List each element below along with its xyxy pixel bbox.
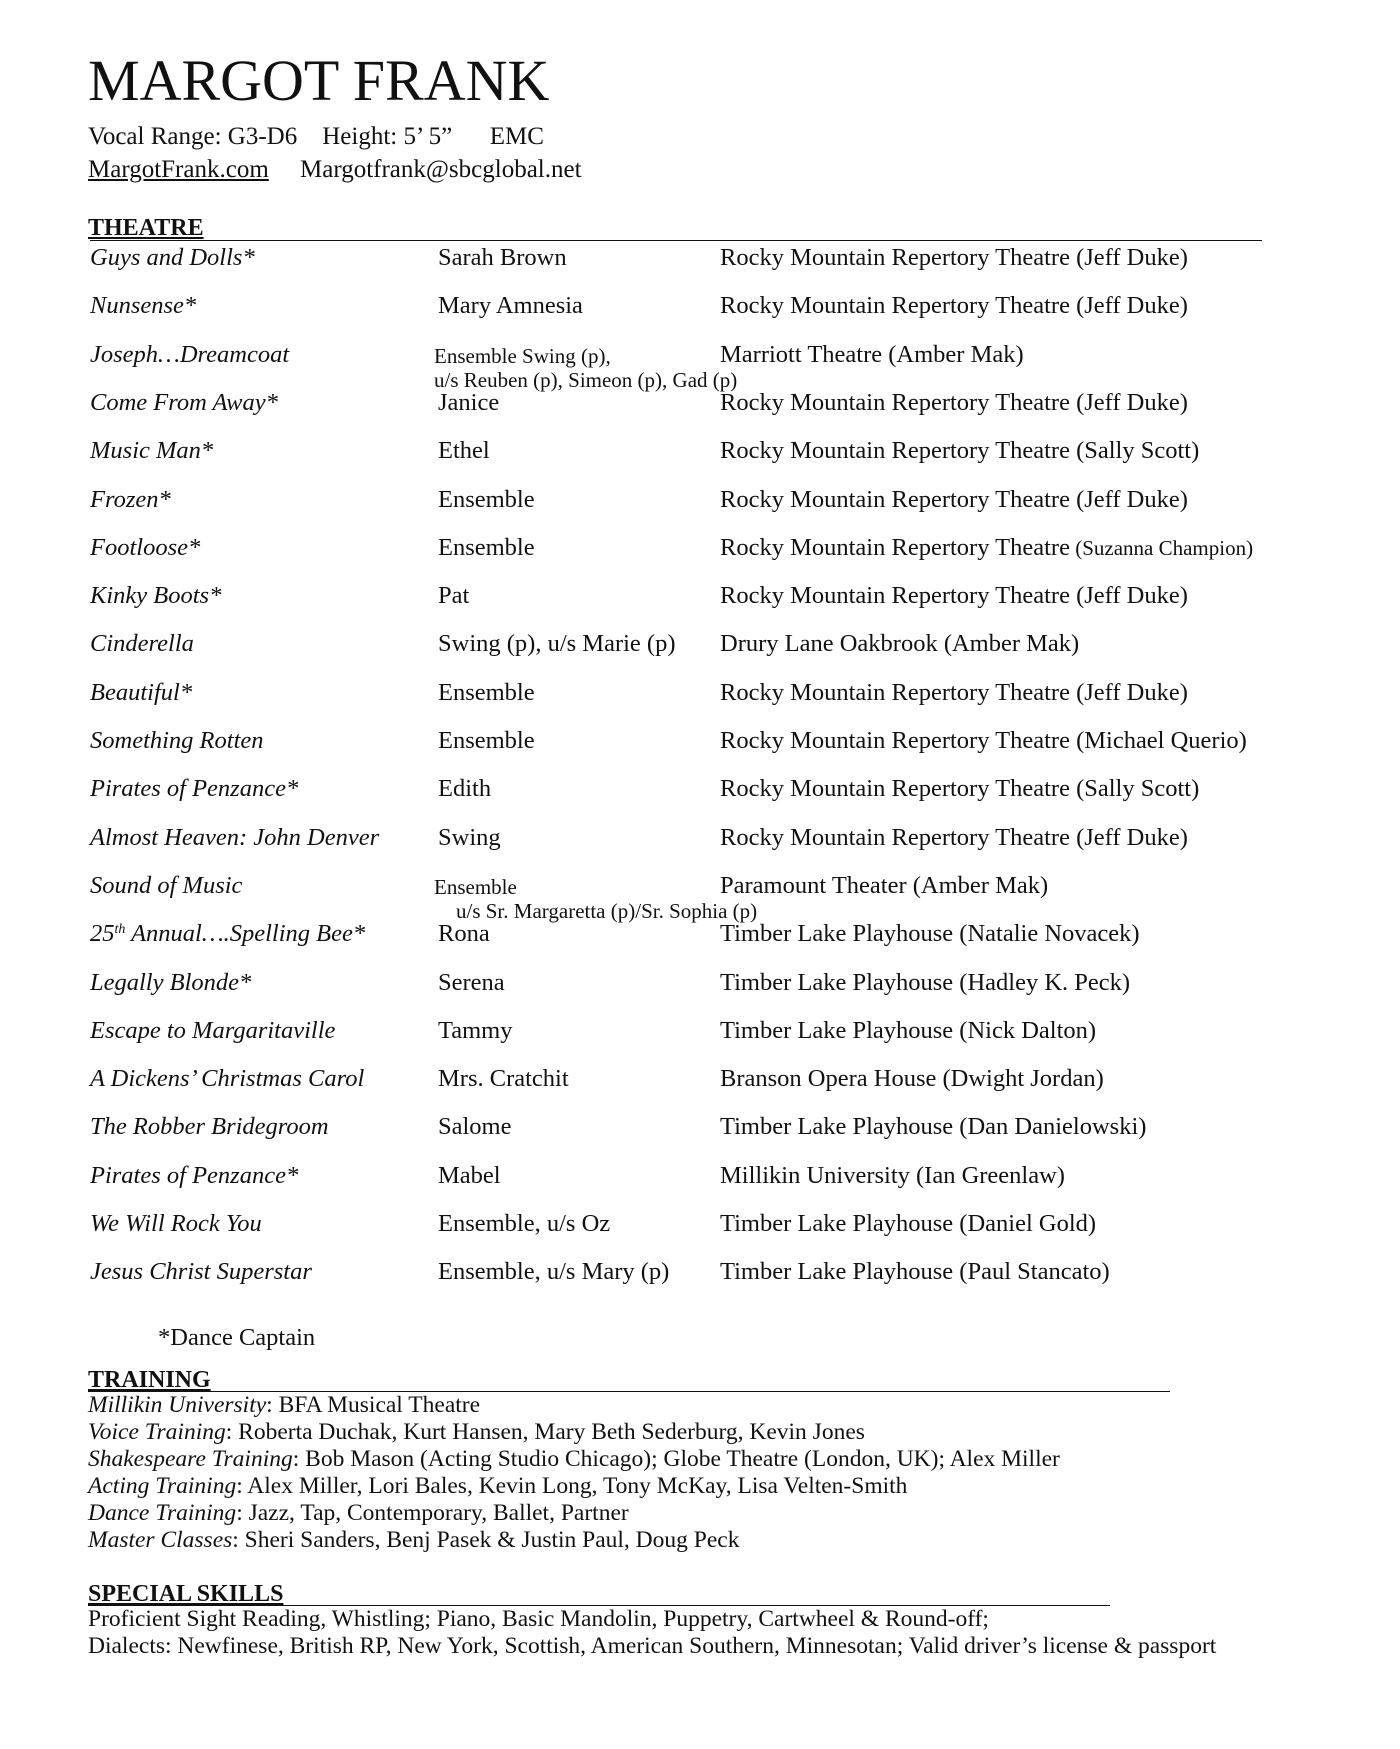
skills-line: Dialects: Newfinese, British RP, New York, Scottish, American Southern, Minnesotan; Valid driver’s license & passport xyxy=(88,1633,1217,1659)
training-detail: : BFA Musical Theatre xyxy=(266,1392,481,1418)
credit-role xyxy=(438,678,535,706)
credit-role xyxy=(438,388,500,416)
credit-role xyxy=(438,1016,513,1044)
training-line xyxy=(88,1529,739,1553)
credit-show: We Will Rock You xyxy=(90,1210,262,1237)
credit-show: Something Rotten xyxy=(90,727,264,754)
skills-line: Proficient Sight Reading, Whistling; Piano, Basic Mandolin, Puppetry, Cartwheel & Round-off; xyxy=(88,1606,989,1632)
credit-show: Jesus Christ Superstar xyxy=(90,1258,312,1286)
credit-venue: Timber Lake Playhouse (Natalie Novacek) xyxy=(720,920,1140,948)
credit-venue: Timber Lake Playhouse (Nick Dalton) xyxy=(720,1016,1097,1044)
credit-role-line: Ensemble xyxy=(438,485,535,513)
credit-role xyxy=(438,1115,512,1140)
training-heading: TRAINING xyxy=(88,1367,211,1393)
training-label: Millikin University xyxy=(88,1392,267,1418)
credit-role-line: Rona xyxy=(438,920,490,948)
credit-show: Sound of Music xyxy=(90,871,243,899)
credit-role-line: Pat xyxy=(438,582,470,610)
credit-director: (Suzanna Champion) xyxy=(1069,535,1254,560)
credit-role-line: Swing (p), u/s Marie (p) xyxy=(438,630,676,658)
credit-role-line: Ensemble xyxy=(438,533,535,561)
credit-venue: Timber Lake Playhouse (Hadley K. Peck) xyxy=(720,968,1131,996)
credit-role-line: Serena xyxy=(438,968,505,996)
credit-venue: Rocky Mountain Repertory Theatre (Jeff Duke) xyxy=(720,292,1188,320)
credit-show: Legally Blonde* xyxy=(90,968,252,996)
credit-role-line: Sarah Brown xyxy=(438,244,567,271)
training-line xyxy=(88,1421,865,1445)
credit-role xyxy=(434,343,738,392)
credit-role-line-2: u/s Reuben (p), Simeon (p), Gad (p) xyxy=(434,367,738,392)
credit-show: Nunsense* xyxy=(90,292,197,320)
credit-venue: Drury Lane Oakbrook (Amber Mak) xyxy=(720,630,1080,658)
training-line xyxy=(88,1502,629,1526)
training-detail: : Jazz, Tap, Contemporary, Ballet, Partner xyxy=(236,1500,629,1526)
theatre-rule xyxy=(90,240,1262,241)
credit-role-line: Ensemble xyxy=(438,678,535,706)
credit-role-line: Ensemble, u/s Oz xyxy=(438,1210,611,1237)
credit-role xyxy=(438,1067,569,1092)
training-line xyxy=(88,1475,907,1499)
training-label: Shakespeare Training xyxy=(88,1446,293,1472)
credit-venue: Timber Lake Playhouse (Paul Stancato) xyxy=(720,1258,1110,1286)
training-label: Voice Training xyxy=(88,1419,226,1445)
training-label: Acting Training xyxy=(88,1473,237,1499)
training-label: Master Classes xyxy=(88,1527,233,1553)
dance-captain-note: *Dance Captain xyxy=(158,1324,316,1351)
credit-role-line: Ensemble xyxy=(434,874,517,899)
credit-show: Guys and Dolls* xyxy=(90,244,255,271)
credit-venue: Marriott Theatre (Amber Mak) xyxy=(720,340,1024,368)
training-detail: : Alex Miller, Lori Bales, Kevin Long, Tony McKay, Lisa Velten-Smith xyxy=(236,1473,908,1499)
credit-role xyxy=(438,968,505,996)
credit-venue: Millikin University (Ian Greenlaw) xyxy=(720,1161,1065,1189)
credit-role xyxy=(438,1161,501,1189)
credit-show: Escape to Margaritaville xyxy=(90,1016,336,1044)
credit-venue: Rocky Mountain Repertory Theatre (Sally Scott) xyxy=(720,437,1200,465)
credit-venue: Branson Opera House (Dwight Jordan) xyxy=(720,1065,1104,1093)
vocal-range: Vocal Range: G3-D6 xyxy=(88,123,298,150)
training-detail: : Sheri Sanders, Benj Pasek & Justin Paul, Doug Peck xyxy=(232,1527,740,1553)
credit-role xyxy=(438,777,491,802)
theatre-heading: THEATRE xyxy=(88,215,204,241)
credit-show: Almost Heaven: John Denver xyxy=(90,823,380,851)
training-detail: : Roberta Duchak, Kurt Hansen, Mary Beth Sederburg, Kevin Jones xyxy=(225,1419,865,1445)
credit-role xyxy=(438,922,490,947)
credit-venue: Rocky Mountain Repertory Theatre (Jeff Duke) xyxy=(720,485,1188,513)
credit-show: Pirates of Penzance* xyxy=(90,1161,299,1189)
training-label: Dance Training xyxy=(88,1500,237,1526)
credit-role-line-2: u/s Sr. Margaretta (p)/Sr. Sophia (p) xyxy=(456,898,758,923)
height: Height: 5’ 5” xyxy=(322,123,453,150)
credit-show: A Dickens’ Christmas Carol xyxy=(90,1065,365,1093)
credit-role-line: Ensemble xyxy=(438,727,535,754)
union-status: EMC xyxy=(489,123,544,150)
credit-role xyxy=(438,246,567,271)
credit-show: Kinky Boots* xyxy=(90,582,222,610)
credit-show: Pirates of Penzance* xyxy=(90,775,299,803)
credit-role-line: Ensemble Swing (p), xyxy=(434,343,611,368)
credit-venue: Rocky Mountain Repertory Theatre (Jeff Duke) xyxy=(720,678,1188,706)
credit-venue: Paramount Theater (Amber Mak) xyxy=(720,871,1049,899)
credit-show: Come From Away* xyxy=(90,388,278,416)
ordinal-suffix: th xyxy=(114,922,126,938)
credit-role xyxy=(438,729,535,754)
credit-venue: Rocky Mountain Repertory Theatre (Jeff Duke) xyxy=(720,823,1188,851)
credit-role-line: Tammy xyxy=(438,1016,513,1044)
skills-heading: SPECIAL SKILLS xyxy=(88,1581,284,1607)
credit-role-line: Ensemble, u/s Mary (p) xyxy=(438,1258,670,1286)
credit-role xyxy=(438,533,535,561)
credit-venue: Timber Lake Playhouse (Dan Danielowski) xyxy=(720,1113,1147,1141)
credit-show: Joseph…Dreamcoat xyxy=(90,340,290,368)
credit-show: Cinderella xyxy=(90,630,194,658)
stats-line xyxy=(88,124,544,149)
credit-role xyxy=(438,1260,669,1285)
credit-venue: Rocky Mountain Repertory Theatre (Jeff Duke) xyxy=(720,582,1188,610)
training-detail: : Bob Mason (Acting Studio Chicago); Globe Theatre (London, UK); Alex Miller xyxy=(292,1446,1060,1472)
email-address[interactable]: Margotfrank@sbcglobal.net xyxy=(300,156,582,183)
credit-role xyxy=(438,632,675,657)
website-link[interactable]: MargotFrank.com xyxy=(88,156,269,183)
credit-venue: Rocky Mountain Repertory Theatre (Suzanna Champion) xyxy=(720,533,1254,561)
credit-role xyxy=(434,874,758,923)
credit-role xyxy=(438,584,469,609)
credit-role xyxy=(438,823,501,851)
training-line xyxy=(88,1394,480,1418)
credit-role-line: Mrs. Cratchit xyxy=(438,1065,569,1093)
credit-venue: Rocky Mountain Repertory Theatre (Jeff Duke) xyxy=(720,388,1188,416)
credit-role-line: Janice xyxy=(438,388,500,416)
credit-role-line: Swing xyxy=(438,823,501,851)
credit-role-line: Mary Amnesia xyxy=(438,292,583,320)
credit-show: Footloose* xyxy=(90,533,201,561)
credit-role-line: Mabel xyxy=(438,1161,501,1189)
credit-role xyxy=(438,1212,610,1237)
credit-show: Frozen* xyxy=(90,485,171,513)
credit-venue: Rocky Mountain Repertory Theatre (Sally Scott) xyxy=(720,775,1200,803)
credit-role-line: Edith xyxy=(438,775,492,803)
credit-show: Music Man* xyxy=(90,437,214,465)
credit-role-line: Salome xyxy=(438,1113,512,1141)
credit-show: 25th Annual….Spelling Bee* xyxy=(90,920,366,948)
credit-role xyxy=(438,439,490,464)
credit-venue: Rocky Mountain Repertory Theatre (Michael Querio) xyxy=(720,727,1247,754)
training-line xyxy=(88,1448,1060,1472)
credit-role-line: Ethel xyxy=(438,437,490,465)
credit-venue: Timber Lake Playhouse (Daniel Gold) xyxy=(720,1210,1097,1237)
actor-name: MARGOT FRANK xyxy=(88,48,550,113)
credit-show: Beautiful* xyxy=(90,678,193,706)
credit-role xyxy=(438,485,535,513)
credit-show: The Robber Bridegroom xyxy=(90,1113,329,1141)
credit-venue: Rocky Mountain Repertory Theatre (Jeff Duke) xyxy=(720,244,1188,271)
credit-role xyxy=(438,294,583,319)
contact-line xyxy=(88,157,582,182)
